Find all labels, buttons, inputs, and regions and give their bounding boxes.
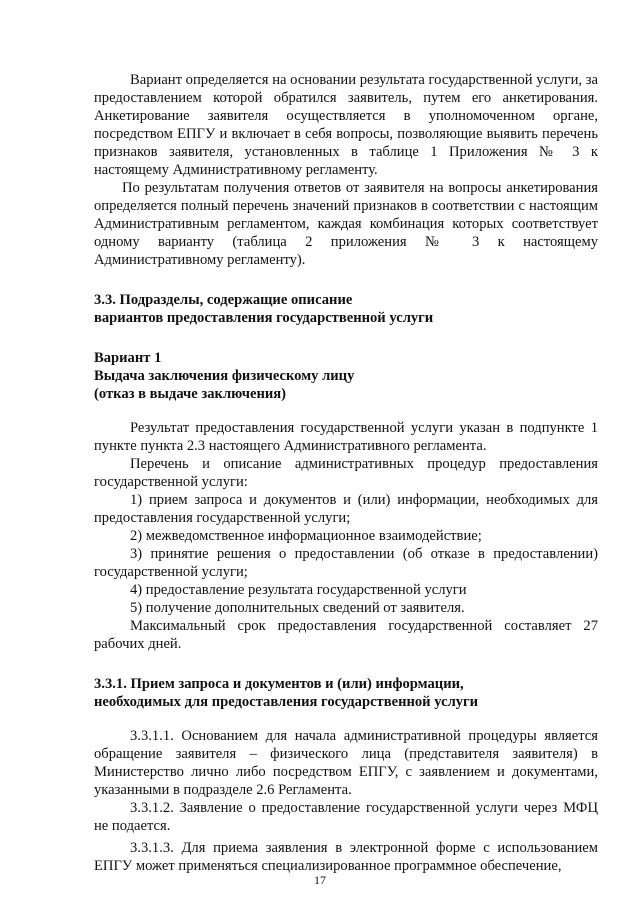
variant-subtitle: Выдача заключения физическому лицу — [94, 368, 355, 384]
clause-3-3-1-1: 3.3.1.1. Основанием для начала административной процедуры является обращение заявителя – физического лица (представителя заявителя) в Министерство лично либо посредством ЕПГУ, с заявлением и документами, указанными в подразделе 2.6 Регламента. — [94, 728, 598, 798]
procedure-item-4: 4) предоставление результата государственной услуги — [130, 582, 467, 598]
procedure-item-1: 1) прием запроса и документов и (или) информации, необходимых для предоставления государственной услуги; — [94, 492, 598, 526]
page-number: 17 — [314, 873, 326, 887]
procedure-item-5: 5) получение дополнительных сведений от заявителя. — [130, 600, 465, 616]
variant-result-paragraph: Результат предоставления государственной услуги указан в подпункте 1 пункте пункта 2.3 настоящего Административного регламента. — [94, 420, 598, 454]
procedure-item-2: 2) межведомственное информационное взаимодействие; — [130, 528, 482, 544]
page-body — [94, 71, 598, 875]
intro-paragraph-1: Вариант определяется на основании результата государственной услуги, за предоставлением которой обратился заявитель, путем его анкетирования. Анкетирование заявителя осуществляется в уполномоченном органе, посредством ЕПГУ и включает в себя вопросы, позволяющие выявить перечень признаков заявителя, установленных в таблице 1 Приложения № 3 к настоящему Административному регламенту. — [94, 72, 598, 178]
clause-3-3-1-2: 3.3.1.2. Заявление о предоставление государственной услуги через МФЦ не подается. — [94, 800, 598, 834]
intro-paragraph-2: По результатам получения ответов от заявителя на вопросы анкетирования определяется полный перечень значений признаков в соответствии с настоящим Административным регламентом, каждая комбинация которых соответствует одному варианту (таблица 2 приложения № 3 к настоящему Административному регламенту). — [94, 180, 598, 268]
clause-3-3-1-3: 3.3.1.3. Для приема заявления в электронной форме с использованием ЕПГУ может применяться специализированное программное обеспечение, — [94, 840, 598, 874]
section-3-3-1-heading-line2: необходимых для предоставления государственной услуги — [94, 694, 479, 710]
section-3-3-1-heading-line1: 3.3.1. Прием запроса и документов и (или) информации, — [94, 676, 464, 692]
section-3-3-heading-line2: вариантов предоставления государственной услуги — [94, 310, 434, 326]
section-3-3-heading-line1: 3.3. Подразделы, содержащие описание — [94, 292, 353, 308]
variant-subtitle-note: (отказ в выдаче заключения) — [94, 386, 287, 402]
procedure-item-3: 3) принятие решения о предоставлении (об отказе в предоставлении) государственной услуги; — [94, 546, 598, 580]
variant-title: Вариант 1 — [94, 350, 162, 366]
max-term-paragraph: Максимальный срок предоставления государственной составляет 27 рабочих дней. — [94, 618, 598, 652]
procedures-intro-paragraph: Перечень и описание административных процедур предоставления государственной услуги: — [94, 456, 598, 490]
